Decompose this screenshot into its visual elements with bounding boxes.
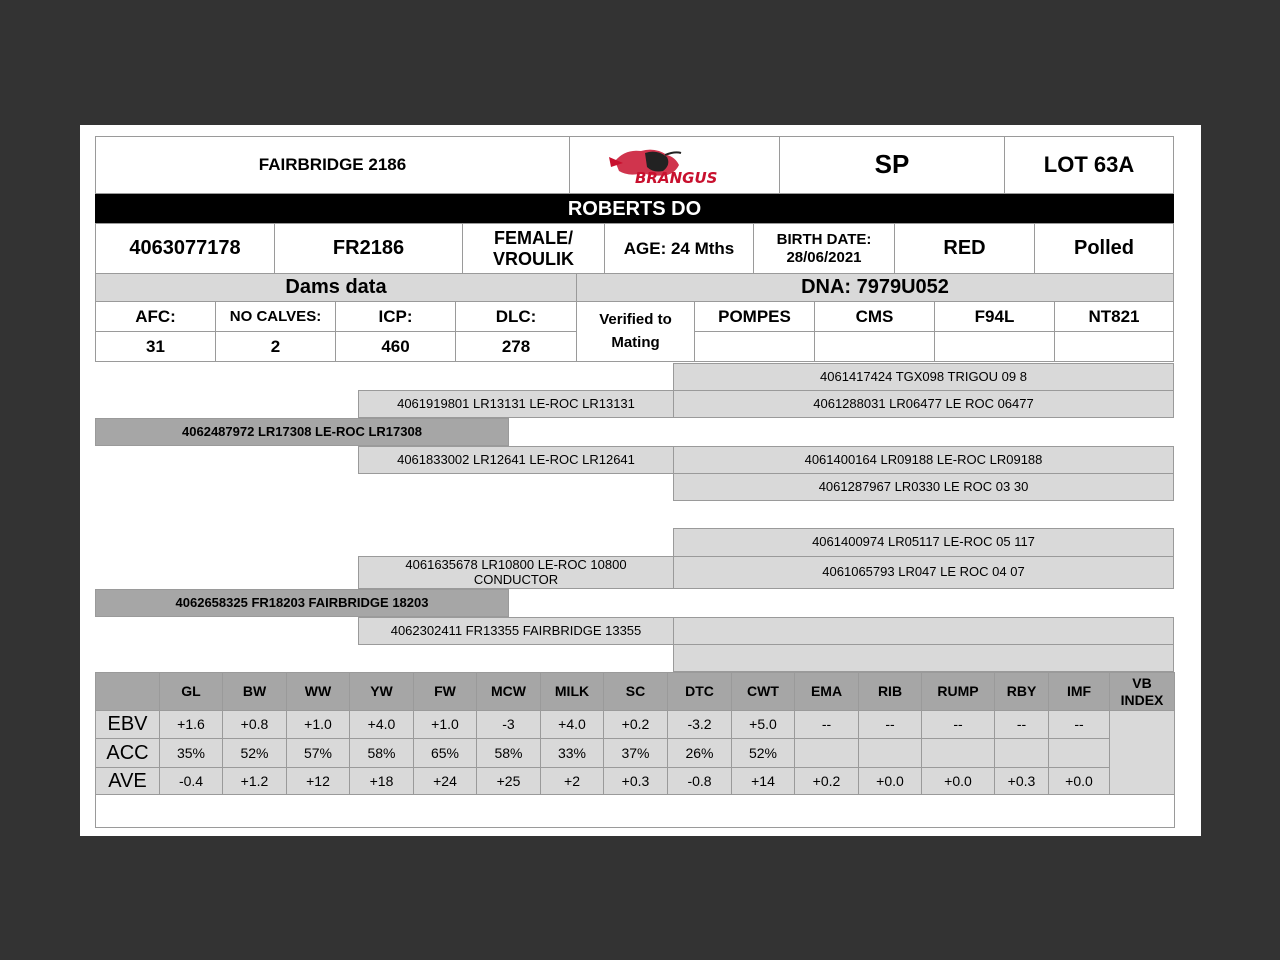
ebv-cell: 35% <box>159 738 223 768</box>
ebv-cell <box>1048 738 1110 768</box>
ebv-cell: +5.0 <box>731 710 795 739</box>
ebv-cell: +1.6 <box>159 710 223 739</box>
ebv-cell: -- <box>921 710 995 739</box>
ebv-cell <box>858 738 922 768</box>
pedigree-dam-dam: 4062302411 FR13355 FAIRBRIDGE 13355 <box>358 617 674 645</box>
dna-value-cms <box>814 331 935 362</box>
ebv-cell: 58% <box>349 738 414 768</box>
animal-name: FAIRBRIDGE 2186 <box>95 136 570 194</box>
dna-header-nt821: NT821 <box>1054 301 1174 332</box>
ebv-col-header: MCW <box>476 672 541 711</box>
logo-text: BRANGUS <box>634 169 717 187</box>
dna-header-pompes: POMPES <box>694 301 815 332</box>
dna-header-f94l: F94L <box>934 301 1055 332</box>
ebv-cell: 52% <box>222 738 287 768</box>
verified-to-mating: Verified to Mating <box>576 301 695 362</box>
dams-header-no-calves: NO CALVES: <box>215 301 336 332</box>
ebv-cell: +2 <box>540 767 604 795</box>
ebv-col-header: RUMP <box>921 672 995 711</box>
animal-id: 4063077178 <box>95 223 275 274</box>
ebv-cell: +0.3 <box>603 767 668 795</box>
ebv-cell: +18 <box>349 767 414 795</box>
ebv-cell <box>921 738 995 768</box>
ebv-cell: -0.8 <box>667 767 732 795</box>
pedigree-dam-sire-dam: 4061065793 LR047 LE ROC 04 07 <box>673 556 1174 589</box>
bull-logo-icon <box>605 143 745 187</box>
dams-header-afc: AFC: <box>95 301 216 332</box>
ebv-col-header: MILK <box>540 672 604 711</box>
ebv-cell: +14 <box>731 767 795 795</box>
vb-index-value <box>1109 710 1175 795</box>
ebv-table <box>95 672 1174 827</box>
ebv-cell <box>794 738 859 768</box>
lot-number: LOT 63A <box>1004 136 1174 194</box>
ebv-cell: 26% <box>667 738 732 768</box>
ebv-col-header: BW <box>222 672 287 711</box>
ebv-cell: 57% <box>286 738 350 768</box>
pedigree-sire-sire: 4061919801 LR13131 LE-ROC LR13131 <box>358 390 674 418</box>
dams-data-title: Dams data <box>95 273 577 302</box>
ebv-cell: 58% <box>476 738 541 768</box>
ebv-cell: -- <box>1048 710 1110 739</box>
dams-value-icp: 460 <box>335 331 456 362</box>
dams-value-afc: 31 <box>95 331 216 362</box>
ebv-col-header: IMF <box>1048 672 1110 711</box>
ebv-footer-row <box>95 794 1175 828</box>
pedigree-sire-dam: 4061833002 LR12641 LE-ROC LR12641 <box>358 446 674 474</box>
animal-sex: FEMALE/ VROULIK <box>462 223 605 274</box>
animal-tag: FR2186 <box>274 223 463 274</box>
ebv-row-label: ACC <box>95 738 160 768</box>
dams-value-no-calves: 2 <box>215 331 336 362</box>
ebv-cell: +0.0 <box>921 767 995 795</box>
ebv-cell: +4.0 <box>349 710 414 739</box>
ebv-col-header: VB INDEX <box>1109 672 1175 711</box>
sale-lot-card <box>80 125 1201 836</box>
ebv-cell: -0.4 <box>159 767 223 795</box>
ebv-corner <box>95 672 160 711</box>
ebv-cell: +0.2 <box>603 710 668 739</box>
dams-value-dlc: 278 <box>455 331 577 362</box>
pedigree-sire: 4062487972 LR17308 LE-ROC LR17308 <box>95 418 509 446</box>
dna-title: DNA: 7979U052 <box>576 273 1174 302</box>
ebv-col-header: CWT <box>731 672 795 711</box>
ebv-cell: +24 <box>413 767 477 795</box>
pedigree-sire-dam-sire: 4061400164 LR09188 LE-ROC LR09188 <box>673 446 1174 474</box>
ebv-row-label: AVE <box>95 767 160 795</box>
ebv-cell: -- <box>994 710 1049 739</box>
ebv-cell: +0.3 <box>994 767 1049 795</box>
code-sp: SP <box>779 136 1005 194</box>
ebv-cell: 65% <box>413 738 477 768</box>
ebv-cell: 33% <box>540 738 604 768</box>
dna-value-nt821 <box>1054 331 1174 362</box>
ebv-col-header: FW <box>413 672 477 711</box>
ebv-cell: +4.0 <box>540 710 604 739</box>
birth-date: BIRTH DATE: 28/06/2021 <box>753 223 895 274</box>
ebv-cell: 37% <box>603 738 668 768</box>
pedigree-dam-sire-sire: 4061400974 LR05117 LE-ROC 05 117 <box>673 528 1174 557</box>
dna-header-cms: CMS <box>814 301 935 332</box>
ebv-cell: -3 <box>476 710 541 739</box>
horn-status: Polled <box>1034 223 1174 274</box>
ebv-cell <box>994 738 1049 768</box>
ebv-cell: +1.0 <box>286 710 350 739</box>
ebv-col-header: DTC <box>667 672 732 711</box>
pedigree-dam-dam-sire <box>673 617 1174 645</box>
animal-age: AGE: 24 Mths <box>604 223 754 274</box>
brangus-logo <box>569 136 780 194</box>
dams-header-dlc: DLC: <box>455 301 577 332</box>
ebv-cell: +1.2 <box>222 767 287 795</box>
ebv-cell: +0.0 <box>1048 767 1110 795</box>
pedigree-sire-dam-dam: 4061287967 LR0330 LE ROC 03 30 <box>673 473 1174 501</box>
ebv-cell: -- <box>794 710 859 739</box>
ebv-cell: +12 <box>286 767 350 795</box>
ebv-row-label: EBV <box>95 710 160 739</box>
dams-header-icp: ICP: <box>335 301 456 332</box>
ebv-col-header: YW <box>349 672 414 711</box>
ebv-col-header: RIB <box>858 672 922 711</box>
owner-name: ROBERTS DO <box>95 194 1174 224</box>
ebv-col-header: GL <box>159 672 223 711</box>
ebv-cell: 52% <box>731 738 795 768</box>
ebv-cell: -3.2 <box>667 710 732 739</box>
ebv-cell: +0.8 <box>222 710 287 739</box>
dna-value-pompes <box>694 331 815 362</box>
pedigree-dam-dam-dam <box>673 644 1174 672</box>
pedigree-dam: 4062658325 FR18203 FAIRBRIDGE 18203 <box>95 589 509 617</box>
ebv-col-header: EMA <box>794 672 859 711</box>
ebv-col-header: WW <box>286 672 350 711</box>
pedigree-sire-sire-sire: 4061417424 TGX098 TRIGOU 09 8 <box>673 363 1174 391</box>
ebv-cell: +0.0 <box>858 767 922 795</box>
ebv-col-header: RBY <box>994 672 1049 711</box>
dna-value-f94l <box>934 331 1055 362</box>
ebv-col-header: SC <box>603 672 668 711</box>
ebv-cell: +0.2 <box>794 767 859 795</box>
ebv-cell: -- <box>858 710 922 739</box>
ebv-cell: +25 <box>476 767 541 795</box>
pedigree-dam-sire: 4061635678 LR10800 LE-ROC 10800 CONDUCTOR <box>358 556 674 589</box>
ebv-cell: +1.0 <box>413 710 477 739</box>
animal-color: RED <box>894 223 1035 274</box>
pedigree-sire-sire-dam: 4061288031 LR06477 LE ROC 06477 <box>673 390 1174 418</box>
